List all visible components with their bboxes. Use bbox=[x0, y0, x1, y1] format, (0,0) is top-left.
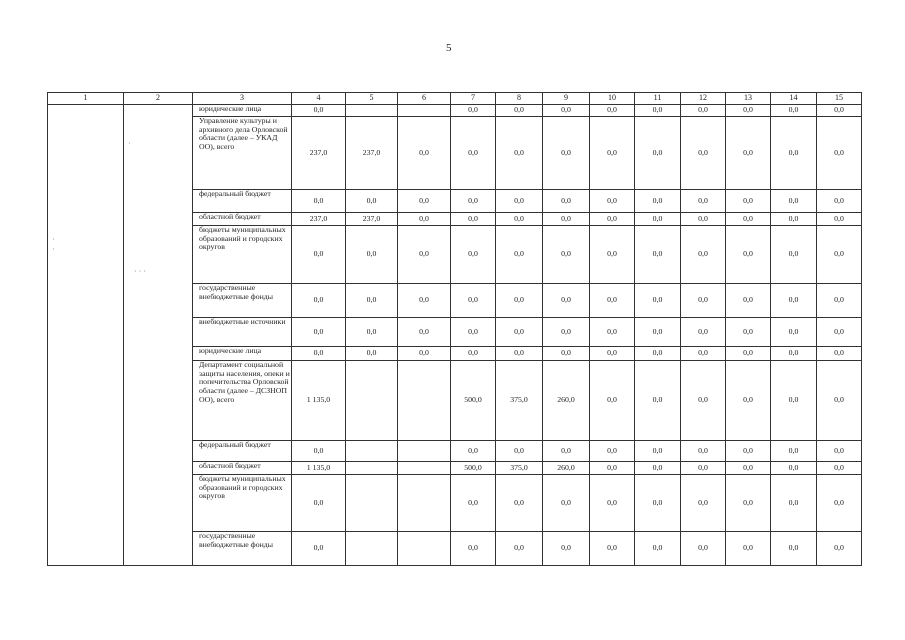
value-cell: 0,0 bbox=[590, 347, 635, 361]
value-cell: 0,0 bbox=[543, 347, 590, 361]
scan-speck: · bbox=[52, 245, 55, 254]
value-cell: 0,0 bbox=[398, 190, 451, 213]
value-cell: 0,0 bbox=[681, 226, 726, 284]
value-cell: 0,0 bbox=[451, 213, 496, 226]
value-cell: 0,0 bbox=[635, 117, 681, 190]
value-cell: 0,0 bbox=[726, 441, 771, 462]
header-cell: 1 bbox=[48, 93, 124, 105]
value-cell: 0,0 bbox=[543, 475, 590, 532]
row-label: бюджеты муниципальных образований и городских округов bbox=[193, 475, 292, 532]
scan-speck: · bbox=[52, 235, 55, 244]
value-cell bbox=[398, 441, 451, 462]
value-cell: 0,0 bbox=[726, 347, 771, 361]
value-cell: 0,0 bbox=[496, 318, 543, 347]
value-cell: 0,0 bbox=[771, 284, 817, 318]
value-cell bbox=[346, 475, 398, 532]
value-cell: 0,0 bbox=[817, 347, 862, 361]
value-cell: 0,0 bbox=[590, 105, 635, 117]
value-cell: 0,0 bbox=[496, 284, 543, 318]
value-cell: 0,0 bbox=[590, 441, 635, 462]
value-cell: 375,0 bbox=[496, 462, 543, 475]
value-cell: 0,0 bbox=[771, 532, 817, 566]
value-cell: 0,0 bbox=[817, 226, 862, 284]
value-cell: 0,0 bbox=[590, 361, 635, 441]
value-cell: 260,0 bbox=[543, 462, 590, 475]
value-cell: 0,0 bbox=[817, 318, 862, 347]
value-cell: 0,0 bbox=[635, 284, 681, 318]
value-cell: 0,0 bbox=[590, 318, 635, 347]
header-cell: 7 bbox=[451, 93, 496, 105]
header-cell: 2 bbox=[124, 93, 193, 105]
value-cell: 0,0 bbox=[398, 213, 451, 226]
value-cell: 0,0 bbox=[543, 105, 590, 117]
value-cell: 0,0 bbox=[771, 190, 817, 213]
value-cell: 0,0 bbox=[635, 462, 681, 475]
header-cell: 6 bbox=[398, 93, 451, 105]
value-cell: 0,0 bbox=[817, 284, 862, 318]
value-cell: 0,0 bbox=[681, 361, 726, 441]
row-label: областной бюджет bbox=[193, 462, 292, 475]
value-cell: 0,0 bbox=[543, 226, 590, 284]
value-cell: 0,0 bbox=[817, 105, 862, 117]
value-cell: 0,0 bbox=[346, 318, 398, 347]
value-cell: 0,0 bbox=[451, 117, 496, 190]
value-cell: 0,0 bbox=[451, 190, 496, 213]
value-cell: 0,0 bbox=[398, 117, 451, 190]
value-cell: 0,0 bbox=[817, 475, 862, 532]
row-label: федеральный бюджет bbox=[193, 441, 292, 462]
value-cell: 0,0 bbox=[451, 105, 496, 117]
scan-speck: · bbox=[128, 139, 131, 148]
value-cell: 0,0 bbox=[726, 190, 771, 213]
value-cell: 0,0 bbox=[292, 532, 346, 566]
value-cell: 0,0 bbox=[681, 318, 726, 347]
value-cell: 0,0 bbox=[817, 532, 862, 566]
value-cell: 0,0 bbox=[681, 105, 726, 117]
value-cell bbox=[398, 361, 451, 441]
value-cell: 0,0 bbox=[292, 105, 346, 117]
header-cell: 14 bbox=[771, 93, 817, 105]
header-cell: 4 bbox=[292, 93, 346, 105]
value-cell: 0,0 bbox=[726, 117, 771, 190]
row-label: Департамент социальной защиты населения, опеки и попечительства Орловской области (далее – ДСЗНОП ОО), всего bbox=[193, 361, 292, 441]
header-cell: 13 bbox=[726, 93, 771, 105]
value-cell: 1 135,0 bbox=[292, 462, 346, 475]
value-cell: 0,0 bbox=[543, 190, 590, 213]
value-cell: 0,0 bbox=[346, 190, 398, 213]
value-cell: 0,0 bbox=[292, 318, 346, 347]
value-cell: 0,0 bbox=[726, 105, 771, 117]
value-cell: 0,0 bbox=[543, 284, 590, 318]
value-cell: 0,0 bbox=[398, 347, 451, 361]
value-cell: 0,0 bbox=[590, 213, 635, 226]
value-cell: 0,0 bbox=[496, 532, 543, 566]
column-1-merged-cell bbox=[48, 105, 124, 566]
value-cell: 0,0 bbox=[635, 441, 681, 462]
value-cell: 0,0 bbox=[292, 190, 346, 213]
row-label: бюджеты муниципальных образований и городских округов bbox=[193, 226, 292, 284]
value-cell: 0,0 bbox=[398, 318, 451, 347]
value-cell: 237,0 bbox=[292, 213, 346, 226]
value-cell: 0,0 bbox=[726, 475, 771, 532]
row-label: государственные внебюджетные фонды bbox=[193, 284, 292, 318]
value-cell: 0,0 bbox=[771, 475, 817, 532]
value-cell: 0,0 bbox=[726, 361, 771, 441]
header-cell: 5 bbox=[346, 93, 398, 105]
value-cell: 0,0 bbox=[635, 532, 681, 566]
value-cell: 0,0 bbox=[590, 532, 635, 566]
value-cell: 0,0 bbox=[346, 226, 398, 284]
value-cell bbox=[398, 532, 451, 566]
value-cell: 0,0 bbox=[771, 213, 817, 226]
value-cell: 0,0 bbox=[292, 475, 346, 532]
header-cell: 10 bbox=[590, 93, 635, 105]
value-cell: 0,0 bbox=[635, 318, 681, 347]
value-cell bbox=[346, 462, 398, 475]
value-cell: 0,0 bbox=[726, 226, 771, 284]
value-cell: 237,0 bbox=[346, 117, 398, 190]
value-cell: 0,0 bbox=[635, 213, 681, 226]
value-cell: 0,0 bbox=[451, 475, 496, 532]
value-cell: 0,0 bbox=[681, 284, 726, 318]
value-cell: 0,0 bbox=[496, 213, 543, 226]
value-cell bbox=[346, 361, 398, 441]
value-cell: 260,0 bbox=[543, 361, 590, 441]
value-cell: 0,0 bbox=[590, 226, 635, 284]
value-cell: 375,0 bbox=[496, 361, 543, 441]
row-label: государственные внебюджетные фонды bbox=[193, 532, 292, 566]
value-cell: 0,0 bbox=[771, 117, 817, 190]
value-cell: 0,0 bbox=[726, 318, 771, 347]
value-cell: 0,0 bbox=[292, 284, 346, 318]
value-cell: 0,0 bbox=[817, 117, 862, 190]
value-cell: 0,0 bbox=[496, 105, 543, 117]
row-label: областной бюджет bbox=[193, 213, 292, 226]
value-cell: 0,0 bbox=[635, 226, 681, 284]
value-cell: 0,0 bbox=[817, 462, 862, 475]
table-row bbox=[48, 105, 862, 117]
value-cell: 0,0 bbox=[817, 213, 862, 226]
value-cell: 0,0 bbox=[496, 441, 543, 462]
page-number: 5 bbox=[446, 42, 452, 54]
value-cell: 0,0 bbox=[292, 441, 346, 462]
value-cell: 0,0 bbox=[726, 284, 771, 318]
value-cell: 237,0 bbox=[346, 213, 398, 226]
value-cell: 0,0 bbox=[496, 347, 543, 361]
row-label: Управление культуры и архивного дела Орловской области (далее – УКАД ОО), всего bbox=[193, 117, 292, 190]
value-cell: 0,0 bbox=[398, 226, 451, 284]
value-cell: 0,0 bbox=[496, 117, 543, 190]
header-cell: 3 bbox=[193, 93, 292, 105]
value-cell: 0,0 bbox=[451, 226, 496, 284]
value-cell: 0,0 bbox=[451, 284, 496, 318]
value-cell: 0,0 bbox=[451, 347, 496, 361]
value-cell: 0,0 bbox=[681, 117, 726, 190]
value-cell: 0,0 bbox=[590, 117, 635, 190]
value-cell: 0,0 bbox=[496, 226, 543, 284]
value-cell bbox=[346, 105, 398, 117]
header-cell: 15 bbox=[817, 93, 862, 105]
value-cell: 0,0 bbox=[817, 441, 862, 462]
value-cell: 0,0 bbox=[681, 475, 726, 532]
value-cell: 0,0 bbox=[590, 475, 635, 532]
value-cell: 0,0 bbox=[496, 190, 543, 213]
value-cell: 237,0 bbox=[292, 117, 346, 190]
row-label: юридические лица bbox=[193, 105, 292, 117]
value-cell: 0,0 bbox=[771, 318, 817, 347]
value-cell bbox=[346, 532, 398, 566]
budget-table bbox=[47, 92, 862, 566]
value-cell: 0,0 bbox=[543, 213, 590, 226]
value-cell: 0,0 bbox=[496, 475, 543, 532]
value-cell: 0,0 bbox=[771, 441, 817, 462]
row-label: внебюджетные источники bbox=[193, 318, 292, 347]
value-cell: 0,0 bbox=[451, 532, 496, 566]
value-cell: 0,0 bbox=[543, 532, 590, 566]
value-cell: 0,0 bbox=[543, 441, 590, 462]
value-cell: 0,0 bbox=[292, 347, 346, 361]
value-cell: 0,0 bbox=[635, 105, 681, 117]
value-cell: 0,0 bbox=[681, 462, 726, 475]
column-2-merged-cell bbox=[124, 105, 193, 566]
value-cell bbox=[346, 441, 398, 462]
value-cell: 0,0 bbox=[451, 441, 496, 462]
header-cell: 12 bbox=[681, 93, 726, 105]
value-cell: 0,0 bbox=[590, 284, 635, 318]
value-cell: 0,0 bbox=[451, 318, 496, 347]
value-cell: 0,0 bbox=[635, 190, 681, 213]
value-cell: 0,0 bbox=[398, 284, 451, 318]
value-cell: 0,0 bbox=[590, 462, 635, 475]
value-cell: 0,0 bbox=[346, 284, 398, 318]
header-cell: 8 bbox=[496, 93, 543, 105]
value-cell: 0,0 bbox=[681, 441, 726, 462]
header-cell: 9 bbox=[543, 93, 590, 105]
scan-speck: · · · bbox=[134, 267, 146, 276]
row-label: юридические лица bbox=[193, 347, 292, 361]
value-cell: 0,0 bbox=[681, 190, 726, 213]
value-cell: 0,0 bbox=[771, 347, 817, 361]
value-cell bbox=[398, 462, 451, 475]
value-cell: 0,0 bbox=[292, 226, 346, 284]
value-cell bbox=[398, 105, 451, 117]
value-cell: 0,0 bbox=[635, 347, 681, 361]
value-cell: 0,0 bbox=[726, 213, 771, 226]
value-cell: 0,0 bbox=[681, 213, 726, 226]
value-cell: 0,0 bbox=[543, 117, 590, 190]
value-cell: 0,0 bbox=[817, 190, 862, 213]
value-cell: 0,0 bbox=[590, 190, 635, 213]
header-row bbox=[48, 93, 862, 105]
value-cell: 0,0 bbox=[635, 361, 681, 441]
value-cell: 1 135,0 bbox=[292, 361, 346, 441]
value-cell: 0,0 bbox=[681, 347, 726, 361]
value-cell: 500,0 bbox=[451, 462, 496, 475]
value-cell: 0,0 bbox=[726, 462, 771, 475]
value-cell: 0,0 bbox=[346, 347, 398, 361]
value-cell bbox=[398, 475, 451, 532]
value-cell: 500,0 bbox=[451, 361, 496, 441]
row-label: федеральный бюджет bbox=[193, 190, 292, 213]
value-cell: 0,0 bbox=[681, 532, 726, 566]
header-cell: 11 bbox=[635, 93, 681, 105]
value-cell: 0,0 bbox=[771, 226, 817, 284]
value-cell: 0,0 bbox=[771, 462, 817, 475]
value-cell: 0,0 bbox=[771, 105, 817, 117]
value-cell: 0,0 bbox=[817, 361, 862, 441]
value-cell: 0,0 bbox=[635, 475, 681, 532]
value-cell: 0,0 bbox=[726, 532, 771, 566]
value-cell: 0,0 bbox=[543, 318, 590, 347]
value-cell: 0,0 bbox=[771, 361, 817, 441]
